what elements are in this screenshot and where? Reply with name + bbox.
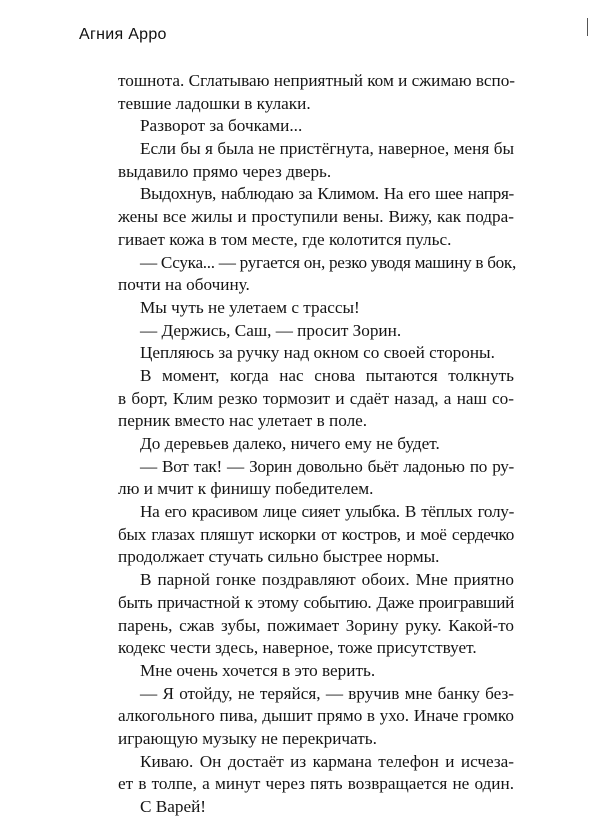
text-line: Выдохнув, наблюдаю за Климом. На его шее напря- bbox=[140, 184, 514, 204]
text-line: — Ссука... — ругается он, резко уводя машину в бок, bbox=[140, 252, 516, 272]
text-line: алкогольного пива, дышит прямо в ухо. Иначе громко bbox=[118, 706, 514, 726]
text-line: — Вот так! — Зорин довольно бьёт ладонью по ру- bbox=[140, 456, 514, 476]
text-line: выдавило прямо через дверь. bbox=[118, 161, 332, 181]
text-line: гивает кожа в том месте, где колотится пульс. bbox=[118, 229, 452, 249]
text-line: бых глазах пляшут искорки от костров, и моё сердечко bbox=[118, 524, 514, 544]
text-line: — Держись, Саш, — просит Зорин. bbox=[140, 320, 402, 340]
text-line: — Я отойду, не теряйся, — вручив мне банку без- bbox=[140, 683, 514, 703]
text-line: Мы чуть не улетаем с трассы! bbox=[140, 297, 360, 317]
text-line: Мне очень хочется в это верить. bbox=[140, 660, 376, 680]
text-line: ет в толпе, а минут через пять возвращается не один. bbox=[118, 774, 514, 794]
text-line: До деревьев далеко, ничего ему не будет. bbox=[140, 434, 440, 453]
text-line: В парной гонке поздравляют обоих. Мне приятно bbox=[140, 570, 514, 590]
body-text bbox=[118, 70, 514, 819]
text-line: тошнота. Сглатываю неприятный ком и сжимаю вспо- bbox=[118, 71, 516, 90]
text-line: Киваю. Он достаёт из кармана телефон и исчеза- bbox=[140, 751, 514, 771]
text-line: лю и мчит к финишу победителем. bbox=[118, 479, 374, 499]
text-line: быть причастной к этому событию. Даже проигравший bbox=[118, 592, 514, 612]
text-line: кодекс чести здесь, наверное, тоже присутствует. bbox=[118, 638, 477, 658]
text-line: играющую музыку не перекричать. bbox=[118, 728, 377, 748]
text-line: в борт, Клим резко тормозит и сдаёт назад, а наш со- bbox=[118, 388, 514, 408]
text-line: Разворот за бочками... bbox=[140, 116, 303, 136]
page-edge-mark bbox=[587, 18, 588, 36]
text-line: С Варей! bbox=[140, 797, 206, 816]
text-line: В момент, когда нас снова пытаются толкнуть bbox=[140, 365, 514, 385]
text-line: почти на обочину. bbox=[118, 275, 250, 295]
text-line: На его красивом лице сияет улыбка. В тёплых голу- bbox=[140, 502, 514, 522]
text-line: тевшие ладошки в кулаки. bbox=[118, 93, 311, 113]
text-line: перник вместо нас улетает в поле. bbox=[118, 411, 368, 431]
text-line: Цепляюсь за ручку над окном со своей стороны. bbox=[140, 343, 495, 363]
text-line: Если бы я была не пристёгнута, наверное, меня бы bbox=[140, 139, 514, 159]
text-line: парень, сжав зубы, пожимает Зорину руку. Какой-то bbox=[118, 615, 514, 635]
running-header-author: Агния Арро bbox=[79, 26, 167, 43]
text-line: продолжает стучать сильно быстрее нормы. bbox=[118, 547, 440, 567]
text-line: жены все жилы и проступили вены. Вижу, как подра- bbox=[118, 207, 514, 227]
